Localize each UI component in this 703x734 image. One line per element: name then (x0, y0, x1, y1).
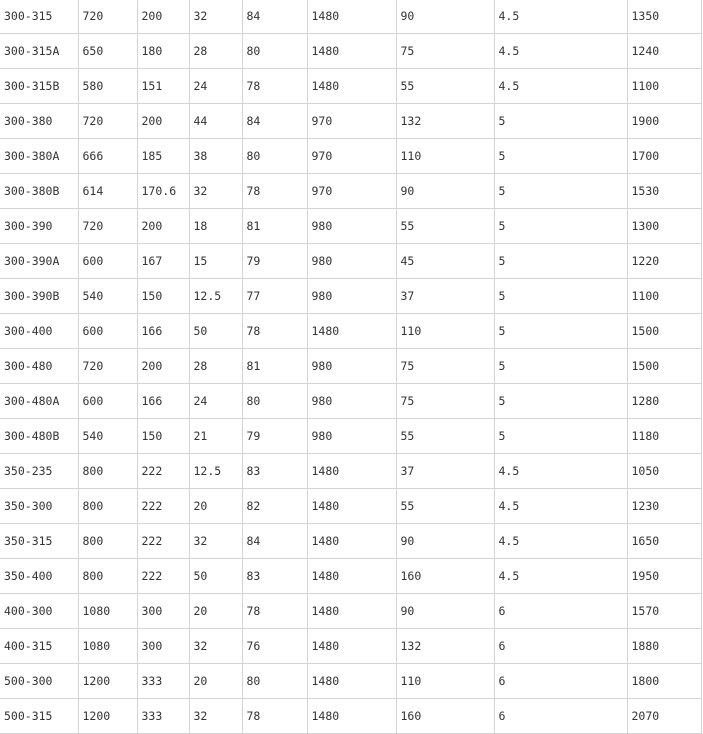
power-cell: 90 (396, 174, 494, 209)
power-cell: 55 (396, 419, 494, 454)
speed-cell: 1480 (307, 314, 396, 349)
model-cell: 350-300 (0, 489, 78, 524)
table-row (0, 419, 701, 454)
table-row (0, 489, 701, 524)
weight-cell: 1180 (627, 419, 701, 454)
flow-m3h-cell: 540 (78, 279, 137, 314)
table-row (0, 454, 701, 489)
flow-m3h-cell: 1080 (78, 629, 137, 664)
weight-cell: 1530 (627, 174, 701, 209)
model-cell: 400-300 (0, 594, 78, 629)
flow-m3h-cell: 650 (78, 34, 137, 69)
speed-cell: 980 (307, 244, 396, 279)
model-cell: 500-315 (0, 699, 78, 734)
npsh-cell: 5 (494, 209, 627, 244)
efficiency-cell: 82 (242, 489, 307, 524)
speed-cell: 970 (307, 104, 396, 139)
weight-cell: 1880 (627, 629, 701, 664)
flow-m3h-cell: 614 (78, 174, 137, 209)
flow-m3h-cell: 1080 (78, 594, 137, 629)
speed-cell: 1480 (307, 524, 396, 559)
table-row (0, 209, 701, 244)
flow-m3h-cell: 540 (78, 419, 137, 454)
power-cell: 75 (396, 349, 494, 384)
head-cell: 44 (189, 104, 242, 139)
head-cell: 21 (189, 419, 242, 454)
efficiency-cell: 78 (242, 174, 307, 209)
head-cell: 12.5 (189, 279, 242, 314)
npsh-cell: 5 (494, 279, 627, 314)
flow-ls-cell: 180 (137, 34, 189, 69)
power-cell: 160 (396, 559, 494, 594)
table-row (0, 139, 701, 174)
table-row (0, 349, 701, 384)
npsh-cell: 4.5 (494, 0, 627, 34)
npsh-cell: 4.5 (494, 69, 627, 104)
power-cell: 132 (396, 629, 494, 664)
flow-m3h-cell: 720 (78, 0, 137, 34)
table-row (0, 524, 701, 559)
model-cell: 300-315A (0, 34, 78, 69)
head-cell: 20 (189, 664, 242, 699)
flow-ls-cell: 333 (137, 664, 189, 699)
head-cell: 24 (189, 384, 242, 419)
speed-cell: 980 (307, 279, 396, 314)
flow-ls-cell: 151 (137, 69, 189, 104)
weight-cell: 1230 (627, 489, 701, 524)
weight-cell: 1570 (627, 594, 701, 629)
speed-cell: 1480 (307, 629, 396, 664)
weight-cell: 1100 (627, 69, 701, 104)
power-cell: 90 (396, 524, 494, 559)
power-cell: 110 (396, 139, 494, 174)
flow-ls-cell: 200 (137, 209, 189, 244)
table-row (0, 174, 701, 209)
table-row (0, 279, 701, 314)
power-cell: 37 (396, 454, 494, 489)
flow-m3h-cell: 800 (78, 524, 137, 559)
model-cell: 300-380A (0, 139, 78, 174)
weight-cell: 1300 (627, 209, 701, 244)
efficiency-cell: 84 (242, 0, 307, 34)
speed-cell: 980 (307, 209, 396, 244)
table-row (0, 69, 701, 104)
power-cell: 37 (396, 279, 494, 314)
weight-cell: 1220 (627, 244, 701, 279)
flow-ls-cell: 222 (137, 489, 189, 524)
speed-cell: 970 (307, 139, 396, 174)
flow-ls-cell: 200 (137, 104, 189, 139)
weight-cell: 1650 (627, 524, 701, 559)
model-cell: 300-380B (0, 174, 78, 209)
npsh-cell: 6 (494, 594, 627, 629)
npsh-cell: 5 (494, 384, 627, 419)
table-row (0, 629, 701, 664)
speed-cell: 1480 (307, 69, 396, 104)
flow-m3h-cell: 600 (78, 384, 137, 419)
npsh-cell: 4.5 (494, 454, 627, 489)
power-cell: 75 (396, 384, 494, 419)
npsh-cell: 5 (494, 244, 627, 279)
model-cell: 500-300 (0, 664, 78, 699)
table-row (0, 314, 701, 349)
speed-cell: 980 (307, 349, 396, 384)
model-cell: 300-380 (0, 104, 78, 139)
table-row (0, 699, 701, 734)
table-row (0, 244, 701, 279)
power-cell: 90 (396, 0, 494, 34)
flow-m3h-cell: 600 (78, 244, 137, 279)
flow-m3h-cell: 580 (78, 69, 137, 104)
model-cell: 300-390A (0, 244, 78, 279)
efficiency-cell: 83 (242, 454, 307, 489)
head-cell: 32 (189, 629, 242, 664)
flow-ls-cell: 200 (137, 0, 189, 34)
flow-ls-cell: 333 (137, 699, 189, 734)
efficiency-cell: 78 (242, 594, 307, 629)
npsh-cell: 4.5 (494, 524, 627, 559)
power-cell: 55 (396, 209, 494, 244)
speed-cell: 1480 (307, 0, 396, 34)
model-cell: 300-480A (0, 384, 78, 419)
flow-ls-cell: 222 (137, 559, 189, 594)
npsh-cell: 4.5 (494, 489, 627, 524)
head-cell: 38 (189, 139, 242, 174)
efficiency-cell: 76 (242, 629, 307, 664)
power-cell: 160 (396, 699, 494, 734)
efficiency-cell: 80 (242, 664, 307, 699)
head-cell: 50 (189, 559, 242, 594)
npsh-cell: 6 (494, 664, 627, 699)
npsh-cell: 6 (494, 699, 627, 734)
weight-cell: 1100 (627, 279, 701, 314)
flow-m3h-cell: 666 (78, 139, 137, 174)
speed-cell: 1480 (307, 34, 396, 69)
head-cell: 28 (189, 349, 242, 384)
power-cell: 132 (396, 104, 494, 139)
model-cell: 300-480B (0, 419, 78, 454)
flow-ls-cell: 167 (137, 244, 189, 279)
speed-cell: 970 (307, 174, 396, 209)
head-cell: 20 (189, 489, 242, 524)
efficiency-cell: 78 (242, 314, 307, 349)
npsh-cell: 6 (494, 629, 627, 664)
model-cell: 350-235 (0, 454, 78, 489)
efficiency-cell: 80 (242, 384, 307, 419)
model-cell: 350-315 (0, 524, 78, 559)
npsh-cell: 4.5 (494, 34, 627, 69)
head-cell: 50 (189, 314, 242, 349)
efficiency-cell: 78 (242, 699, 307, 734)
table-row (0, 594, 701, 629)
speed-cell: 1480 (307, 699, 396, 734)
weight-cell: 1900 (627, 104, 701, 139)
table-row (0, 559, 701, 594)
head-cell: 32 (189, 174, 242, 209)
efficiency-cell: 81 (242, 349, 307, 384)
weight-cell: 1950 (627, 559, 701, 594)
head-cell: 32 (189, 0, 242, 34)
flow-ls-cell: 300 (137, 629, 189, 664)
efficiency-cell: 84 (242, 524, 307, 559)
npsh-cell: 5 (494, 104, 627, 139)
weight-cell: 1800 (627, 664, 701, 699)
head-cell: 32 (189, 524, 242, 559)
flow-m3h-cell: 1200 (78, 699, 137, 734)
power-cell: 55 (396, 489, 494, 524)
weight-cell: 2070 (627, 699, 701, 734)
flow-m3h-cell: 720 (78, 209, 137, 244)
model-cell: 300-400 (0, 314, 78, 349)
model-cell: 300-315B (0, 69, 78, 104)
speed-cell: 1480 (307, 594, 396, 629)
flow-ls-cell: 170.6 (137, 174, 189, 209)
head-cell: 20 (189, 594, 242, 629)
flow-ls-cell: 166 (137, 314, 189, 349)
efficiency-cell: 83 (242, 559, 307, 594)
weight-cell: 1500 (627, 314, 701, 349)
model-cell: 300-480 (0, 349, 78, 384)
npsh-cell: 5 (494, 349, 627, 384)
flow-m3h-cell: 720 (78, 104, 137, 139)
table-row (0, 104, 701, 139)
npsh-cell: 4.5 (494, 559, 627, 594)
flow-m3h-cell: 800 (78, 559, 137, 594)
table-row (0, 0, 701, 34)
flow-ls-cell: 222 (137, 524, 189, 559)
power-cell: 110 (396, 664, 494, 699)
model-cell: 300-390B (0, 279, 78, 314)
flow-ls-cell: 166 (137, 384, 189, 419)
weight-cell: 1350 (627, 0, 701, 34)
efficiency-cell: 78 (242, 69, 307, 104)
model-cell: 350-400 (0, 559, 78, 594)
head-cell: 12.5 (189, 454, 242, 489)
npsh-cell: 5 (494, 314, 627, 349)
speed-cell: 1480 (307, 559, 396, 594)
weight-cell: 1700 (627, 139, 701, 174)
flow-ls-cell: 150 (137, 419, 189, 454)
weight-cell: 1500 (627, 349, 701, 384)
flow-ls-cell: 185 (137, 139, 189, 174)
efficiency-cell: 80 (242, 34, 307, 69)
weight-cell: 1240 (627, 34, 701, 69)
efficiency-cell: 77 (242, 279, 307, 314)
power-cell: 45 (396, 244, 494, 279)
efficiency-cell: 79 (242, 419, 307, 454)
weight-cell: 1280 (627, 384, 701, 419)
speed-cell: 1480 (307, 489, 396, 524)
flow-m3h-cell: 720 (78, 349, 137, 384)
speed-cell: 1480 (307, 664, 396, 699)
model-cell: 300-390 (0, 209, 78, 244)
efficiency-cell: 79 (242, 244, 307, 279)
npsh-cell: 5 (494, 139, 627, 174)
table-row (0, 384, 701, 419)
head-cell: 24 (189, 69, 242, 104)
flow-m3h-cell: 800 (78, 454, 137, 489)
efficiency-cell: 84 (242, 104, 307, 139)
table-row (0, 664, 701, 699)
head-cell: 15 (189, 244, 242, 279)
head-cell: 32 (189, 699, 242, 734)
flow-ls-cell: 300 (137, 594, 189, 629)
table-row (0, 34, 701, 69)
head-cell: 28 (189, 34, 242, 69)
head-cell: 18 (189, 209, 242, 244)
npsh-cell: 5 (494, 419, 627, 454)
flow-m3h-cell: 800 (78, 489, 137, 524)
flow-m3h-cell: 600 (78, 314, 137, 349)
power-cell: 90 (396, 594, 494, 629)
efficiency-cell: 81 (242, 209, 307, 244)
speed-cell: 980 (307, 384, 396, 419)
flow-ls-cell: 150 (137, 279, 189, 314)
power-cell: 75 (396, 34, 494, 69)
weight-cell: 1050 (627, 454, 701, 489)
speed-cell: 980 (307, 419, 396, 454)
flow-m3h-cell: 1200 (78, 664, 137, 699)
model-cell: 300-315 (0, 0, 78, 34)
flow-ls-cell: 200 (137, 349, 189, 384)
efficiency-cell: 80 (242, 139, 307, 174)
power-cell: 110 (396, 314, 494, 349)
flow-ls-cell: 222 (137, 454, 189, 489)
power-cell: 55 (396, 69, 494, 104)
model-cell: 400-315 (0, 629, 78, 664)
speed-cell: 1480 (307, 454, 396, 489)
npsh-cell: 5 (494, 174, 627, 209)
